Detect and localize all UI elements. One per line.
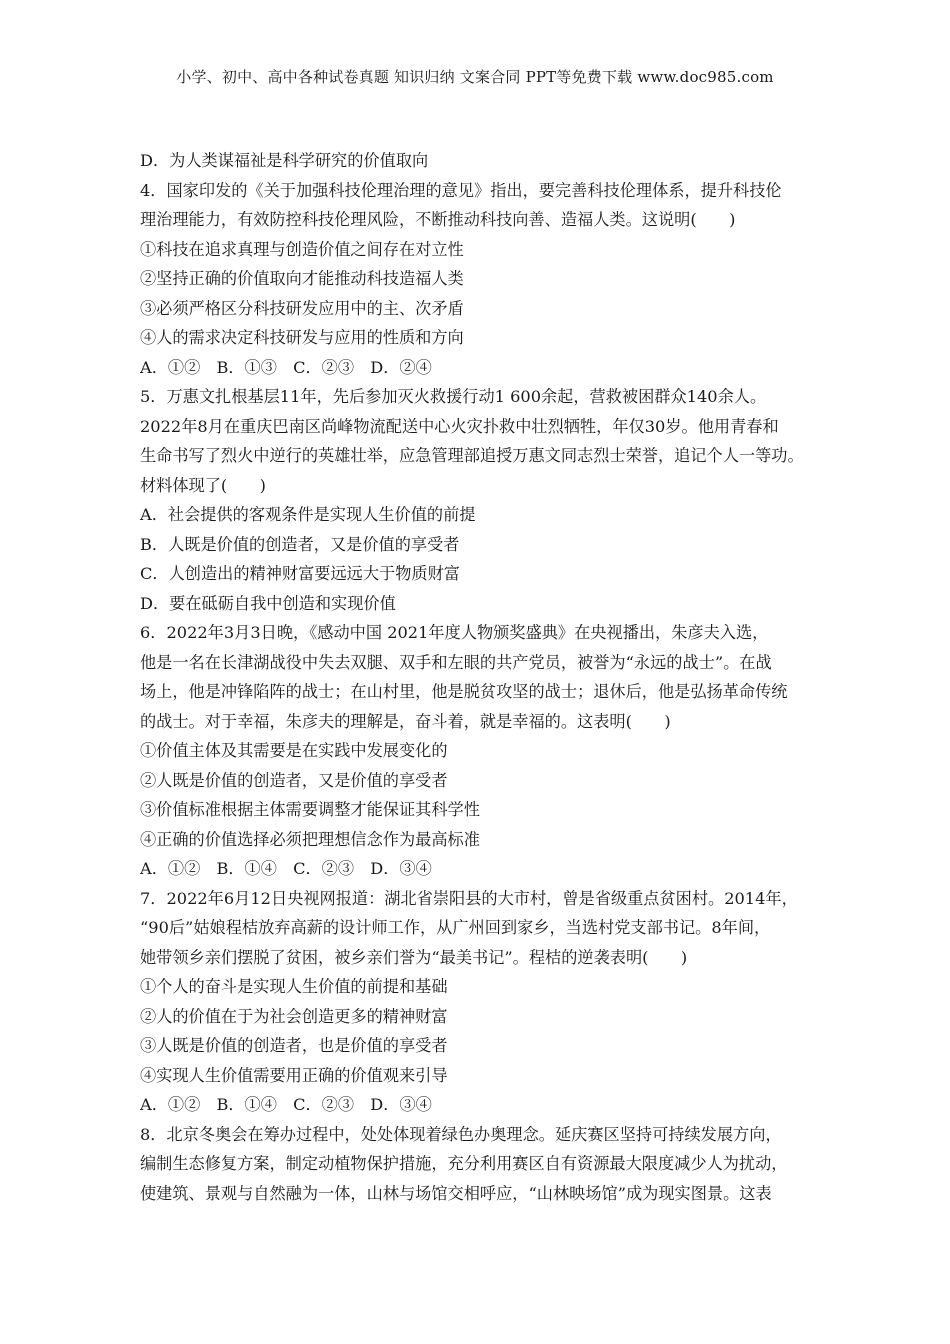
question-7-stem: 她带领乡亲们摆脱了贫困，被乡亲们誉为“最美书记”。程桔的逆袭表明( ) (140, 947, 688, 967)
question-6-stem: 的战士。对于幸福，朱彦夫的理解是，奋斗着，就是幸福的。这表明( ) (140, 711, 671, 731)
statement-item: ④人的需求决定科技研发与应用的性质和方向 (140, 328, 464, 347)
page-header: 小学、初中、高中各种试卷真题 知识归纳 文案合同 PPT等免费下载 www.doc985.com (176, 68, 774, 86)
option-item: C．人创造出的精神财富要远远大于物质财富 (140, 564, 460, 583)
option-d-q3: D．为人类谋福祉是科学研究的价值取向 (140, 151, 429, 170)
statement-item: ①科技在追求真理与创造价值之间存在对立性 (140, 239, 464, 259)
question-4-stem: 理治理能力，有效防控科技伦理风险，不断推动科技向善、造福人类。这说明( ) (140, 210, 736, 229)
question-5-stem: 5．万惠文扎根基层11年，先后参加灭火救援行动1 600余起，营救被困群众140余人。 (140, 387, 767, 406)
document-body (140, 146, 820, 1208)
question-5-stem: 2022年8月在重庆巴南区尚峰物流配送中心火灾扑救中壮烈牺牲，年仅30岁。他用青春和 (140, 416, 779, 436)
question-6-stem: 他是一名在长津湖战役中失去双腿、双手和左眼的共产党员，被誉为“永远的战士”。在战 (140, 652, 772, 672)
question-5-stem: 生命书写了烈火中逆行的英雄壮举，应急管理部追授万惠文同志烈士荣誉，追记个人一等功。 (140, 446, 804, 465)
statement-item: ②人既是价值的创造者，又是价值的享受者 (140, 770, 448, 790)
question-5-stem: 材料体现了( ) (140, 475, 266, 495)
question-8-stem: 编制生态修复方案，制定动植物保护措施，充分利用赛区自有资源最大限度减少人为扰动， (140, 1154, 788, 1173)
question-4-stem: 4．国家印发的《关于加强科技伦理治理的意见》指出，要完善科技伦理体系，提升科技伦 (140, 180, 782, 200)
question-7-stem: “90后”姑娘程桔放弃高薪的设计师工作，从广州回到家乡，当选村党支部书记。8年间， (140, 918, 771, 937)
statement-item: ③必须严格区分科技研发应用中的主、次矛盾 (140, 298, 464, 318)
statement-item: ①个人的奋斗是实现人生价值的前提和基础 (140, 977, 448, 996)
statement-item: ④实现人生价值需要用正确的价值观来引导 (140, 1065, 448, 1085)
question-8-stem: 8．北京冬奥会在筹办过程中，处处体现着绿色办奥理念。延庆赛区坚持可持续发展方向， (140, 1124, 782, 1144)
statement-item: ②坚持正确的价值取向才能推动科技造福人类 (140, 269, 464, 288)
statement-item: ②人的价值在于为社会创造更多的精神财富 (140, 1006, 448, 1026)
question-6-stem: 场上，他是冲锋陷阵的战士；在山村里，他是脱贫攻坚的战士；退休后，他是弘扬革命传统 (140, 682, 788, 701)
option-item: A．社会提供的客观条件是实现人生价值的前提 (140, 505, 476, 524)
statement-item: ④正确的价值选择必须把理想信念作为最高标准 (140, 829, 480, 849)
answer-options: A．①② B．①③ C．②③ D．②④ (140, 357, 432, 377)
answer-options: A．①② B．①④ C．②③ D．③④ (140, 859, 432, 878)
statement-item: ③价值标准根据主体需要调整才能保证其科学性 (140, 800, 480, 819)
statement-item: ③人既是价值的创造者，也是价值的享受者 (140, 1036, 448, 1055)
option-item: D．要在砥砺自我中创造和实现价值 (140, 593, 396, 613)
question-6-stem: 6．2022年3月3日晚，《感动中国 2021年度人物颁奖盛典》在央视播出，朱彦夫入选， (140, 623, 769, 642)
option-item: B．人既是价值的创造者，又是价值的享受者 (140, 534, 460, 554)
question-7-stem: 7．2022年6月12日央视网报道：湖北省崇阳县的大市村，曾是省级重点贫困村。2014年， (140, 888, 798, 908)
question-8-stem: 使建筑、景观与自然融为一体，山林与场馆交相呼应，“山林映场馆”成为现实图景。这表 (140, 1183, 772, 1203)
statement-item: ①价值主体及其需要是在实践中发展变化的 (140, 741, 448, 760)
answer-options: A．①② B．①④ C．②③ D．③④ (140, 1095, 432, 1114)
